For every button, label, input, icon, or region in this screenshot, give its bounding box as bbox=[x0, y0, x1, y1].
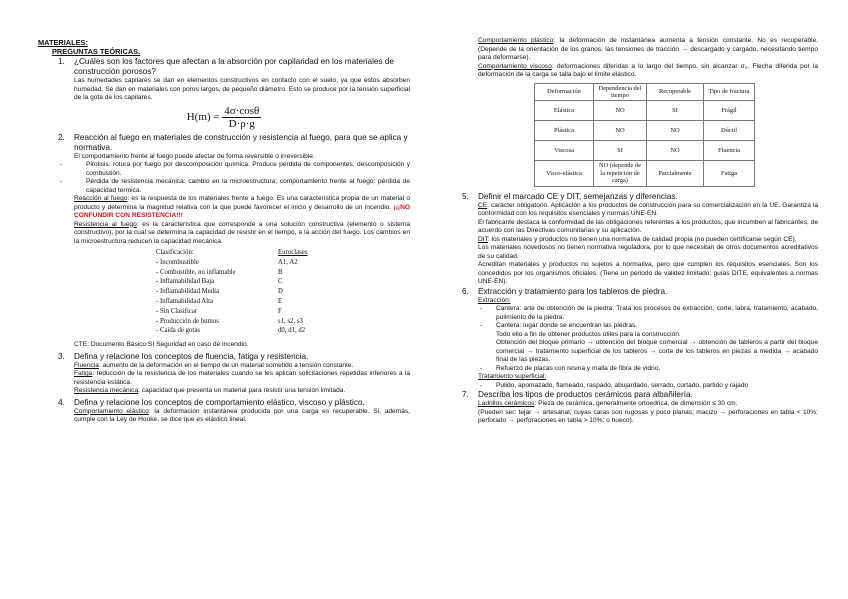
question-title: ¿Cuáles son los factores que afectan a la absorción por capilaridad en los materiales de construcción porosos? bbox=[74, 57, 394, 76]
question-number: 1. bbox=[58, 57, 65, 66]
table-row: - Sin Clasificar F bbox=[156, 307, 282, 315]
question-number: 2. bbox=[58, 132, 65, 142]
table-row: - Caída de gotas d0, d1, d2 bbox=[156, 327, 306, 335]
question-number: 7. bbox=[462, 390, 469, 400]
question-number: 3. bbox=[58, 351, 65, 361]
formula-numerator: 4σ·cosθ bbox=[224, 104, 260, 117]
deformation-table bbox=[534, 83, 755, 187]
table-row: - Inflamabilidad Alta E bbox=[156, 297, 283, 305]
table-row: Plástica NO NO Dúctil bbox=[535, 121, 755, 141]
table-row: Viscosa SI NO Fluencia bbox=[535, 141, 755, 161]
question-1 bbox=[38, 57, 410, 77]
table-header-cell: Recuperable bbox=[647, 83, 704, 101]
term-label: Comportamiento plástico bbox=[478, 37, 554, 44]
term-label: Reacción al fuego bbox=[74, 195, 128, 202]
question-title: Describa los tipos de productos cerámicos para albañilería. bbox=[478, 390, 693, 400]
answer-text: Obtención del bloque primario → obtención del bloque comercial → obtención de tableros a partir del bloque comercial → tratamiento superficial de los tableros → corte de los tableros en piezas a medida → acabado final de las piezas. bbox=[496, 339, 818, 364]
list-item: - Pirolisis: rotura por fuego por descomposición química. Produce pérdida de componentes, descomposición y combustión. bbox=[60, 161, 410, 177]
viscoso-paragraph: Comportamiento viscoso: deformaciones diferidas a lo largo del tiempo, sin alcanzar σ₀. Flecha diferida por la deformación de la carga se talla bajo el límite elástico. bbox=[478, 62, 819, 78]
term-label: Fatiga bbox=[74, 370, 93, 378]
term-label: Comportamiento elástico bbox=[74, 407, 149, 415]
term-label: DIT bbox=[478, 235, 488, 243]
reaccion-paragraph: Reacción al fuego: es la respuesta de los materiales frente a fuego. Es una característica propia de un material o producto y determina la magnitud relativa con la que puede favorecer el inicio y desarrollo de un incendio. ¡¡¡NO CONFUNDIR CON RESISTENCIA!!! bbox=[74, 195, 410, 219]
ce-paragraph: CE: carácter obligatorio. Aplicación a los productos de construcción para su comercialización en la UE. Garantiza la conformidad con los requisitos esenciales y normas UNE-EN. bbox=[478, 201, 818, 218]
cte-note: CTE: Documento Básico SI Seguridad en caso de incendio. bbox=[74, 341, 249, 349]
term-label: Resistencia al fuego bbox=[74, 220, 137, 228]
term-label: Comportamiento viscoso bbox=[478, 62, 552, 70]
question-6 bbox=[462, 287, 818, 297]
list-item: - Cantera: arte de obtención de la piedra. Trata los procesos de extracción, corte, labra, tratamiento, acabado, pulimiento de la piedra. bbox=[480, 305, 818, 321]
list-item: - Cantera: lugar donde se encuentran las piedras. bbox=[480, 322, 638, 330]
answer-text: Los materiales novedosos no tienen normativa reguladora, por lo que necesitan de otros documentos acreditativos de su calidad. bbox=[478, 244, 818, 260]
subsection-label: Extracción: bbox=[478, 296, 511, 304]
table-row: - Incombustible A1, A2 bbox=[156, 258, 298, 266]
capillarity-formula bbox=[38, 105, 410, 130]
question-title: Extracción y tratamiento para los tableros de piedra. bbox=[478, 286, 668, 296]
answer-text: Acreditan materiales y productos no sujetos a normativa, pero que cumplen los requisitos esenciales. Son los concedidos por los organismos oficiales. (Tiene un periodo de validez limitado; guías DITE, equivalentes a normas UNE-EN). bbox=[478, 261, 818, 286]
table-header-row bbox=[535, 83, 755, 101]
table-row: - Inflamabilidad Baja C bbox=[156, 278, 283, 286]
dit-paragraph: DIT: los materiales y productos no tienen una normativa de calidad propia (no pueden certificarse según CE). bbox=[478, 235, 797, 243]
formula-lhs: H(m) = bbox=[186, 110, 220, 123]
term-label: Ladrillos cerámicos bbox=[478, 400, 535, 408]
elastico-paragraph: Comportamiento elástico: la deformación instantánea producida por una carga es recuperable. Si, además, cumple con la Ley de Hooke, se dice que es elástico lineal. bbox=[74, 407, 410, 424]
euroclases-table bbox=[156, 249, 307, 337]
formula-fraction bbox=[222, 105, 261, 130]
question-number: 6. bbox=[462, 286, 469, 296]
table-header-cell: Euroclases bbox=[278, 249, 308, 256]
answer-text: Las humedades capilares se dan en elementos constructivos en contacto con el suelo, ya que estos absorben humedad. Se dan en materiales con poros largos, de pequeño diámetro. Esto se produce por la tensión superficial de la gota de los capilares. bbox=[74, 77, 410, 101]
fluencia-paragraph: Fluencia: aumento de la deformación en el tiempo de un material sometido a tensión constante. bbox=[74, 361, 354, 369]
list-item: - Pérdida de resistencia mecánica: cambio en la microestructura; comportamiento frente al fuego: pérdida de capacidad térmica. bbox=[60, 178, 410, 194]
question-number: 4. bbox=[58, 397, 65, 407]
answer-text: El fabricante destaca la conformidad de las obligaciones referentes a los productos, que incumben al fabricantes, de acuerdo con las Directivas comunitarias y su aplicación. bbox=[478, 218, 818, 235]
formula-denominator: D·ρ·g bbox=[228, 117, 255, 130]
warning-text: ¡¡¡NO CONFUNDIR CON RESISTENCIA!!! bbox=[74, 203, 410, 219]
answer-text: El comportamiento frente al fuego puede afectar de forma reversible o irreversible. bbox=[74, 152, 315, 160]
table-header-cell: Dependencia del tiempo bbox=[594, 83, 647, 101]
answer-text: (Pueden ser: tejar → artesanal, cuyas caras son rugosas y poco planas; macizo → perforaciones en tabla < 10%; perforado → perforaciones en tabla > 10%; o hueco). bbox=[478, 408, 818, 425]
resistencia-mecanica-paragraph: Resistencia mecánica: capacidad que presenta un material para resistir una tensión limitada. bbox=[74, 387, 346, 395]
question-title: Reacción al fuego en materiales de construcción y resistencia al fuego, para que se aplica y normativa. bbox=[74, 132, 408, 152]
question-7 bbox=[462, 390, 818, 400]
table-row: Elástica NO SI Frágil bbox=[535, 101, 755, 121]
ladrillos-paragraph: Ladrillos cerámicos: Pieza de cerámica, generalmente ortoedrica, de dimensión ≤ 30 cm. bbox=[478, 400, 738, 408]
resistencia-paragraph: Resistencia al fuego: es la característica que corresponde a una solución constructiva (elemento o sistema constructivo), por la cual se determina la capacidad de resistir en el tiempo, a la acción del fuego. Los cambios en la microestructura reducen la capacidad mecánica. bbox=[74, 220, 410, 245]
table-header-row bbox=[156, 249, 307, 259]
list-item: - Pulido, apomazado, flameado, raspado, abujardado, serrado, cortado, partido y rajado bbox=[480, 381, 749, 389]
term-label: Resistencia mecánica bbox=[74, 387, 139, 395]
answer-text: Todo ello a fin de obtener productos útiles para la construcción. bbox=[496, 330, 681, 338]
table-row: - Inflamabilidad Media D bbox=[156, 288, 283, 296]
subsection-label: Tratamiento superficial: bbox=[478, 373, 547, 381]
list-item: - Refuerzo de placas con resina y malla de fibra de vidrio. bbox=[480, 364, 661, 372]
term-label: CE bbox=[478, 201, 488, 209]
question-title: Definir el marcado CE y DIT, semejanzas y diferencias. bbox=[478, 191, 678, 201]
term-label: Fluencia bbox=[74, 361, 99, 369]
right-column bbox=[462, 0, 818, 426]
section-subheading: PREGUNTAS TEÓRICAS. bbox=[52, 47, 141, 56]
left-column bbox=[38, 0, 410, 425]
table-row: - Producción de humos s1, s2, s3 bbox=[156, 317, 303, 325]
question-2 bbox=[38, 133, 410, 153]
table-row: - Combustible, no inflamable B bbox=[156, 268, 283, 276]
table-row: Visco-elástica NO (depende de la repetición de carga) Parcialmente Fatiga bbox=[535, 161, 755, 186]
question-title: Defina y relacione los conceptos de fluencia, fatiga y resistencia. bbox=[74, 351, 309, 361]
table-header-cell: Deformación bbox=[535, 83, 594, 101]
table-header-cell: Tipo de fractura bbox=[704, 83, 755, 101]
question-number: 5. bbox=[462, 191, 469, 201]
table-header-cell: Clasificación: bbox=[156, 249, 194, 256]
question-5 bbox=[462, 192, 818, 202]
plastico-paragraph: Comportamiento plástico: la deformación de instantánea aumenta a tensión constante. No es recuperable. (Depende de la orientación de los granos; las tensiones de tracción → descargado y cargado, necesitando tiempo para deformarse). bbox=[478, 37, 818, 61]
question-title: Defina y relacione los conceptos de comportamiento elástico, viscoso y plástico. bbox=[74, 397, 365, 407]
question-3 bbox=[38, 352, 410, 362]
fatiga-paragraph: Fatiga: reducción de la resistencia de los materiales cuando se les aplican solicitaciones repetidas inferiores a la resistencia estática. bbox=[74, 370, 410, 386]
section-heading: MATERIALES: bbox=[38, 38, 88, 47]
question-4 bbox=[38, 398, 410, 408]
